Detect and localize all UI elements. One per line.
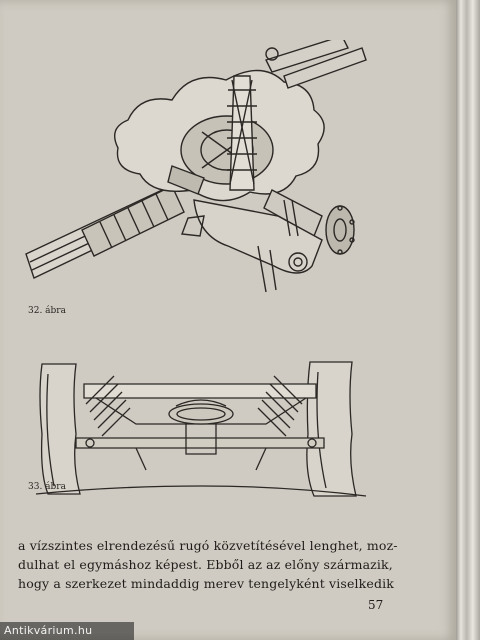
- figure-33-illustration: [36, 354, 368, 504]
- figure-33-caption: 33. ábra: [28, 482, 66, 492]
- page-number: 57: [368, 598, 384, 612]
- axle-assembly-drawing: [22, 40, 384, 300]
- body-text-line-2: dulhat el egymáshoz képest. Ebből az az előny származik,: [18, 557, 393, 572]
- body-text-line-1: a vízszintes elrendezésű rugó közvetítésével lenghet, moz-: [18, 538, 398, 553]
- figure-32-caption: 32. ábra: [28, 306, 66, 316]
- body-text-line-3: hogy a szerkezet mindaddig merev tengelyként viselkedik: [18, 576, 394, 591]
- suspension-schematic-drawing: [36, 354, 368, 504]
- page-stack-edge: [456, 0, 480, 640]
- figure-32-illustration: [22, 40, 384, 300]
- watermark-label: Antikvárium.hu: [0, 622, 134, 640]
